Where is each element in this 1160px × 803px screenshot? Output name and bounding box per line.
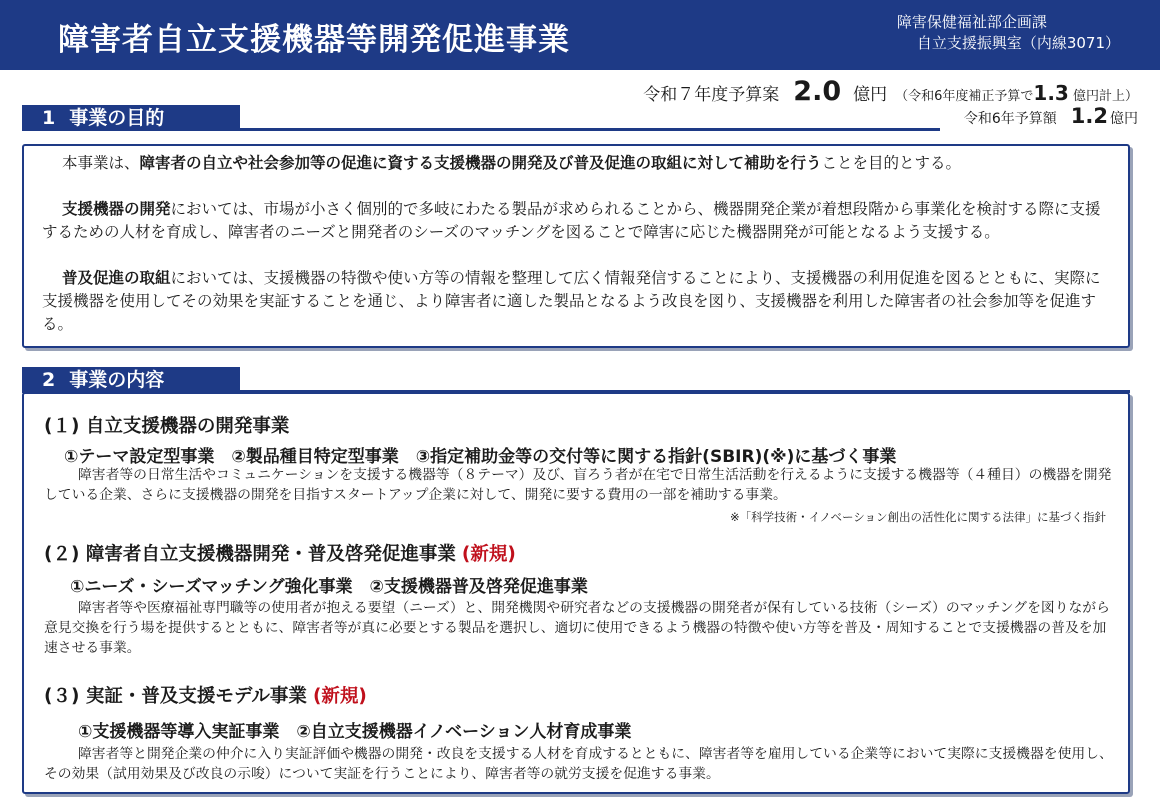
purpose-p1-pre: 本事業は、 — [62, 154, 140, 172]
subsection-3-title — [44, 682, 367, 708]
purpose-p3-text: においては、支援機器の特徴や使い方等の情報を整理して広く情報発信することにより、支援機器の利用促進を図るとともに、実際に支援機器を使用してその効果を実証することを通じ、より障害者に適した製品となるよう改良を図り、支援機器を利用した障害者の社会参加等を促進する。 — [42, 269, 1101, 333]
budget-note-amount: 1.3 — [1033, 81, 1069, 105]
budget-unit: 億円 — [853, 85, 888, 105]
subsection-1-title: (１) 自立支援機器の開発事業 — [44, 416, 290, 437]
section-1-heading — [22, 105, 240, 131]
section-2-number: 2 — [42, 369, 56, 391]
purpose-p2-bold: 支援機器の開発 — [62, 200, 171, 218]
subsection-3-description: 障害者等と開発企業の仲介に入り実証評価や機器の開発・改良を支援する人材を育成するとともに、障害者等を雇用している企業等において実際に支援機器を使用し、その効果（試用効果及び改良の示唆）について実証を行うことにより、障害者等の就労支援を促進する事業。 — [44, 746, 1113, 782]
section-2-title: 事業の内容 — [69, 369, 165, 391]
previous-budget-label: 令和6年予算額 — [963, 111, 1057, 127]
purpose-paragraph-1 — [42, 152, 1114, 175]
section-1-box — [22, 144, 1130, 348]
purpose-p2-text: においては、市場が小さく個別的で多岐にわたる製品が求められることから、機器開発企業が着想段階から事業化を検討する際に支援するための人材を育成し、障害者のニーズと開発者のシーズのマッチングを図ることで障害に応じた機器開発が可能となるよう支援する。 — [42, 200, 1101, 241]
previous-budget-unit: 億円 — [1110, 111, 1138, 127]
subsection-2-title — [44, 540, 516, 566]
budget-note-prefix: （令和6年度補正予算で — [895, 89, 1034, 104]
budget-note — [895, 81, 1138, 105]
purpose-paragraph-2 — [42, 198, 1114, 244]
subsection-3-items: ①支援機器等導入実証事業 ②自立支援機器イノベーション人材育成事業 — [78, 722, 632, 742]
subsection-2-description: 障害者等や医療福祉専門職等の使用者が抱える要望（ニーズ）と、開発機関や研究者などの支援機器の開発者が保有している技術（シーズ）のマッチングを図りながら意見交換を行う場を提供するとともに、障害者等が真に必要とする製品を選択し、適切に使用できるよう機器の特徴や使い方等を普及・周知することで支援機器の普及を加速させる事業。 — [44, 600, 1110, 656]
department-line-1: 障害保健福祉部企画課 — [896, 13, 1047, 31]
budget-note-suffix: 億円計上） — [1072, 89, 1138, 104]
section-1-title: 事業の目的 — [69, 107, 165, 129]
section-1-number: 1 — [42, 107, 56, 129]
purpose-paragraph-3 — [42, 267, 1114, 336]
subsection-3-new-badge: (新規) — [312, 686, 367, 707]
budget-label: 令和７年度予算案 — [643, 85, 780, 105]
purpose-p1-bold: 障害者の自立や社会参加等の促進に資する支援機器の開発及び普及促進の取組に対して補助を行う — [139, 154, 822, 172]
department-line-2: 自立支援振興室（内線3071） — [916, 34, 1120, 52]
subsection-1-description: 障害者等の日常生活やコミュニケーションを支援する機器等（８テーマ）及び、盲ろう者が在宅で日常生活活動を行えるように支援する機器等（４種目）の機器を開発している企業、さらに支援機器の開発を目指すスタートアップ企業に対して、開発に要する費用の一部を補助する事業。 — [44, 467, 1112, 503]
subsection-2-new-badge: (新規) — [461, 544, 516, 565]
page-title: 障害者自立支援機器等開発促進事業 — [58, 22, 570, 58]
previous-budget-amount: 1.2 — [1070, 104, 1108, 128]
budget-amount: 2.0 — [793, 76, 842, 107]
purpose-p1-post: ことを目的とする。 — [821, 154, 962, 172]
subsection-3-title-text: (３) 実証・普及支援モデル事業 — [44, 686, 307, 707]
section-2-heading — [22, 367, 240, 393]
section-2-box — [22, 392, 1130, 794]
section-1-rule — [240, 128, 940, 131]
header-bar — [0, 0, 1160, 70]
subsection-1-items: ①テーマ設定型事業 ②製品種目特定型事業 ③指定補助金等の交付等に関する指針(SBIR)(※)に基づく事業 — [64, 447, 897, 467]
department-info — [897, 12, 1120, 54]
subsection-2-items: ①ニーズ・シーズマッチング強化事業 ②支援機器普及啓発促進事業 — [70, 577, 588, 597]
budget-line — [643, 76, 1138, 107]
purpose-p3-bold: 普及促進の取組 — [62, 269, 171, 287]
previous-budget-line — [964, 104, 1138, 128]
subsection-1-footnote: ※「科学技術・イノベーション創出の活性化に関する法律」に基づく指針 — [729, 510, 1106, 524]
subsection-2-title-text: (２) 障害者自立支援機器開発・普及啓発促進事業 — [44, 544, 456, 565]
